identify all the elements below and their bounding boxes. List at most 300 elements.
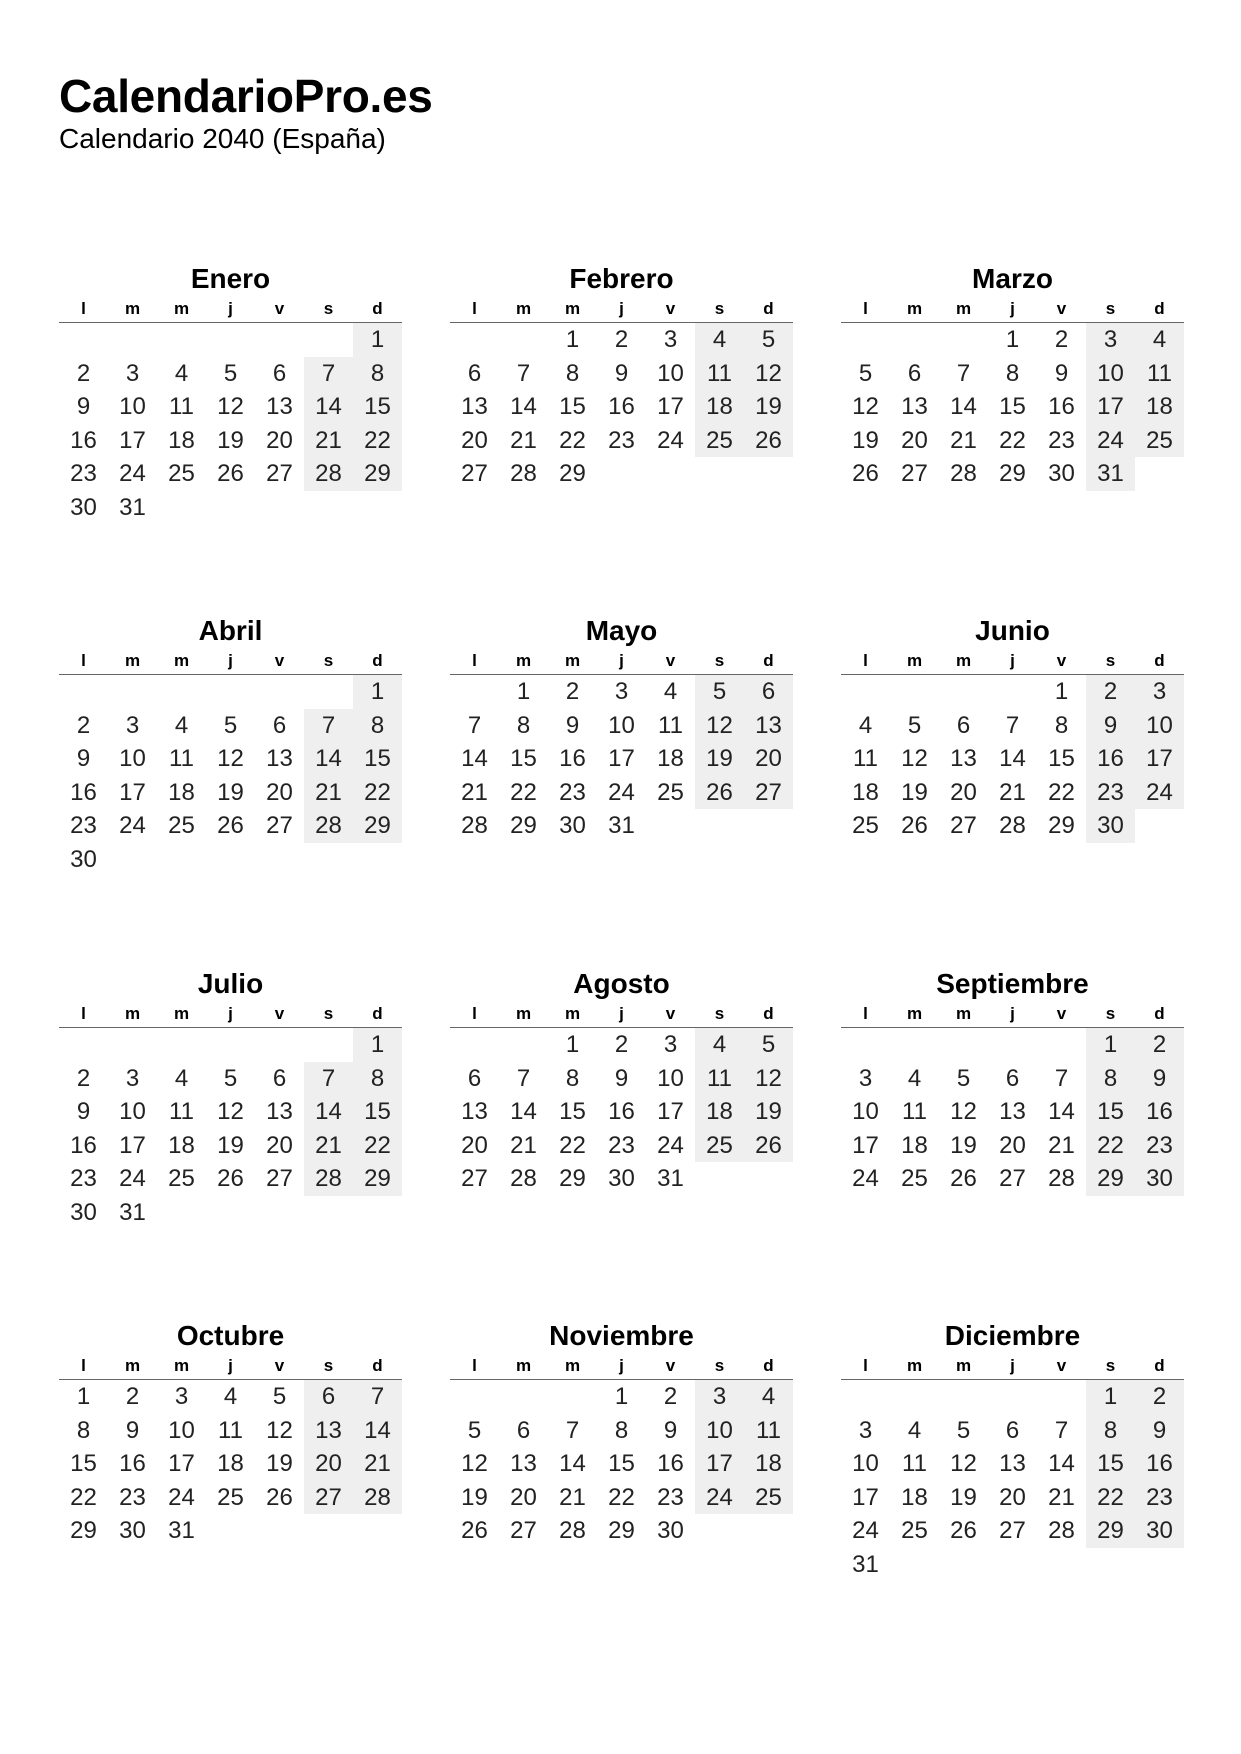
weekday-label: s	[1105, 1004, 1116, 1023]
day-cell: 14	[950, 393, 977, 420]
weekend-day-cell: 19	[744, 1095, 793, 1129]
weekday-label: d	[763, 651, 774, 670]
weekend-day-cell: 14	[304, 1095, 353, 1129]
day-cell: 25	[168, 1165, 195, 1192]
day-cell: 26	[950, 1165, 977, 1192]
weekend-day-cell: 2	[1086, 675, 1135, 709]
day-cell: 5	[223, 711, 238, 739]
weekday-label: j	[619, 651, 624, 670]
weekend-day-cell: 16	[1086, 742, 1135, 776]
weekday-header	[841, 1353, 1184, 1380]
day-cell: 24	[168, 1483, 195, 1511]
weekend-day-cell: 18	[695, 1095, 744, 1129]
day-cell: 15	[999, 393, 1026, 420]
day-cell: 10	[852, 1098, 879, 1125]
weekend-day-cell: 11	[695, 357, 744, 391]
day-cell: 12	[950, 1098, 977, 1125]
day-cell: 20	[950, 778, 977, 806]
weekend-day-cell: 1	[1086, 1380, 1135, 1414]
weekday-label: j	[228, 299, 233, 318]
day-cell: 17	[608, 745, 635, 772]
day-cell: 22	[70, 1483, 97, 1511]
weekday-label: m	[515, 651, 532, 670]
weekday-label: s	[714, 1356, 725, 1375]
weekend-day-cell: 24	[1086, 424, 1135, 458]
weekday-label: s	[323, 651, 334, 670]
weekday-label: v	[1056, 1356, 1067, 1375]
weekend-day-cell: 1	[1086, 1028, 1135, 1062]
day-cell: 2	[663, 1383, 678, 1410]
weekday-label: s	[1105, 299, 1116, 318]
month-agosto	[450, 967, 793, 1196]
day-cell: 23	[70, 1165, 97, 1192]
month-name: Diciembre	[944, 1320, 1081, 1351]
day-cell: 23	[657, 1483, 684, 1511]
day-cell: 7	[516, 359, 531, 387]
weekend-day-cell: 18	[744, 1447, 793, 1481]
weekday-header	[450, 648, 793, 675]
day-cell: 31	[852, 1550, 879, 1578]
weekend-day-cell: 12	[695, 709, 744, 743]
day-cell: 11	[169, 745, 194, 772]
weekend-day-cell: 15	[353, 390, 402, 424]
empty-cell	[304, 1028, 353, 1062]
day-cell: 14	[510, 1098, 537, 1125]
weekend-day-cell: 1	[353, 675, 402, 709]
day-cell: 28	[461, 812, 488, 839]
day-cell: 2	[76, 359, 91, 387]
day-cell: 20	[461, 1131, 488, 1159]
day-cell: 28	[950, 460, 977, 487]
weekday-label: l	[472, 299, 477, 318]
weekday-label: j	[1010, 1004, 1015, 1023]
weekend-day-cell: 27	[744, 776, 793, 810]
day-cell: 6	[272, 711, 287, 739]
month-name: Febrero	[569, 263, 674, 294]
day-cell: 20	[510, 1483, 537, 1511]
day-cell: 21	[1048, 1483, 1075, 1511]
day-cell: 6	[467, 1064, 482, 1092]
day-cell: 4	[858, 711, 873, 739]
month-febrero	[450, 262, 793, 491]
day-cell: 13	[510, 1450, 537, 1477]
day-cell: 21	[510, 426, 537, 454]
day-cell: 19	[217, 1131, 244, 1159]
day-cell: 4	[907, 1416, 922, 1444]
weekday-label: m	[173, 1004, 190, 1023]
day-cell: 6	[1005, 1416, 1020, 1444]
day-cell: 8	[614, 1416, 629, 1444]
empty-cell	[255, 1028, 304, 1062]
day-cell: 30	[70, 493, 97, 521]
day-cell: 17	[119, 426, 146, 454]
weekend-day-cell: 7	[353, 1380, 402, 1414]
day-cell: 4	[663, 678, 678, 705]
day-cell: 13	[461, 393, 488, 420]
day-cell: 3	[858, 1416, 873, 1444]
day-cell: 13	[950, 745, 977, 772]
weekday-header	[450, 296, 793, 323]
day-cell: 3	[125, 359, 140, 387]
day-cell: 16	[657, 1450, 684, 1477]
day-cell: 25	[901, 1165, 928, 1192]
weekend-day-cell: 13	[744, 709, 793, 743]
day-cell: 27	[901, 460, 928, 487]
weekday-label: m	[564, 299, 581, 318]
days-grid	[450, 1380, 793, 1548]
weekday-label: d	[1154, 299, 1165, 318]
day-cell: 27	[999, 1165, 1026, 1192]
weekday-label: l	[81, 1004, 86, 1023]
day-cell: 21	[1048, 1131, 1075, 1159]
day-cell: 23	[608, 1131, 635, 1159]
day-cell: 19	[950, 1131, 977, 1159]
day-cell: 17	[657, 1098, 684, 1125]
day-cell: 3	[858, 1064, 873, 1092]
day-cell: 31	[119, 493, 146, 521]
days-grid	[841, 1380, 1184, 1581]
weekday-header	[841, 1001, 1184, 1028]
empty-cell	[1037, 1028, 1086, 1062]
month-marzo	[841, 262, 1184, 491]
day-cell: 14	[1048, 1098, 1075, 1125]
weekday-label: s	[1105, 651, 1116, 670]
day-cell: 29	[559, 1165, 586, 1192]
month-abril	[59, 614, 402, 876]
day-cell: 5	[272, 1383, 287, 1410]
day-cell: 5	[223, 1064, 238, 1092]
weekday-label: l	[472, 1004, 477, 1023]
day-cell: 18	[168, 1131, 195, 1159]
day-cell: 12	[950, 1450, 977, 1477]
day-cell: 21	[559, 1483, 586, 1511]
day-cell: 19	[266, 1450, 293, 1477]
weekday-label: m	[173, 651, 190, 670]
weekend-day-cell: 25	[744, 1481, 793, 1515]
day-cell: 4	[174, 711, 189, 739]
weekday-label: j	[1010, 651, 1015, 670]
weekday-header	[841, 648, 1184, 675]
empty-cell	[939, 1028, 988, 1062]
month-name: Agosto	[573, 968, 670, 999]
day-cell: 8	[76, 1416, 91, 1444]
day-cell: 6	[1005, 1064, 1020, 1092]
empty-cell	[157, 323, 206, 357]
weekend-day-cell: 10	[1086, 357, 1135, 391]
weekday-label: m	[906, 299, 923, 318]
weekend-day-cell: 22	[1086, 1129, 1135, 1163]
day-cell: 10	[657, 359, 684, 387]
day-cell: 26	[461, 1517, 488, 1544]
day-cell: 26	[217, 1165, 244, 1192]
weekend-day-cell: 5	[744, 323, 793, 357]
day-cell: 4	[174, 359, 189, 387]
days-grid	[450, 323, 793, 491]
weekday-label: l	[81, 651, 86, 670]
day-cell: 7	[1054, 1416, 1069, 1444]
day-cell: 17	[119, 1131, 146, 1159]
day-cell: 11	[853, 745, 878, 772]
weekend-day-cell: 4	[744, 1380, 793, 1414]
weekend-day-cell: 13	[304, 1414, 353, 1448]
day-cell: 12	[217, 393, 244, 420]
weekday-header	[450, 1353, 793, 1380]
day-cell: 9	[614, 359, 629, 387]
day-cell: 20	[901, 426, 928, 454]
weekday-label: l	[863, 1356, 868, 1375]
day-cell: 15	[559, 1098, 586, 1125]
weekday-label: j	[228, 1004, 233, 1023]
weekend-day-cell: 29	[353, 809, 402, 843]
day-cell: 24	[852, 1165, 879, 1192]
day-cell: 2	[76, 1064, 91, 1092]
day-cell: 9	[614, 1064, 629, 1092]
empty-cell	[108, 323, 157, 357]
day-cell: 18	[168, 778, 195, 806]
day-cell: 18	[168, 426, 195, 454]
day-cell: 27	[461, 460, 488, 487]
weekend-day-cell: 4	[1135, 323, 1184, 357]
weekend-day-cell: 9	[1086, 709, 1135, 743]
weekday-label: d	[1154, 651, 1165, 670]
day-cell: 17	[852, 1131, 879, 1159]
weekday-label: m	[906, 651, 923, 670]
day-cell: 31	[657, 1165, 684, 1192]
empty-cell	[841, 1028, 890, 1062]
weekend-day-cell: 19	[744, 390, 793, 424]
day-cell: 1	[76, 1383, 91, 1410]
empty-cell	[59, 323, 108, 357]
day-cell: 16	[70, 426, 97, 454]
day-cell: 7	[516, 1064, 531, 1092]
day-cell: 28	[510, 1165, 537, 1192]
weekday-label: m	[955, 299, 972, 318]
day-cell: 8	[1005, 359, 1020, 387]
day-cell: 30	[608, 1165, 635, 1192]
weekday-label: l	[81, 1356, 86, 1375]
day-cell: 3	[663, 326, 678, 353]
weekend-day-cell: 11	[695, 1062, 744, 1096]
day-cell: 29	[999, 460, 1026, 487]
day-cell: 6	[467, 359, 482, 387]
day-cell: 22	[559, 426, 586, 454]
weekend-day-cell: 25	[1135, 424, 1184, 458]
weekday-label: s	[714, 651, 725, 670]
day-cell: 16	[119, 1450, 146, 1477]
day-cell: 10	[119, 1098, 146, 1125]
day-cell: 10	[119, 393, 146, 420]
empty-cell	[450, 1380, 499, 1414]
day-cell: 1	[565, 1031, 580, 1058]
weekend-day-cell: 2	[1135, 1028, 1184, 1062]
weekday-label: v	[665, 1356, 676, 1375]
empty-cell	[450, 1028, 499, 1062]
day-cell: 16	[608, 393, 635, 420]
day-cell: 15	[608, 1450, 635, 1477]
day-cell: 26	[901, 812, 928, 839]
calendar-subtitle: Calendario 2040 (España)	[59, 123, 386, 154]
weekend-day-cell: 18	[1135, 390, 1184, 424]
day-cell: 26	[852, 460, 879, 487]
day-cell: 23	[1048, 426, 1075, 454]
weekend-day-cell: 23	[1086, 776, 1135, 810]
month-octubre	[59, 1319, 402, 1548]
weekday-label: d	[763, 1004, 774, 1023]
weekday-label: m	[515, 1004, 532, 1023]
day-cell: 25	[901, 1517, 928, 1544]
weekend-day-cell: 24	[1135, 776, 1184, 810]
empty-cell	[499, 1028, 548, 1062]
weekday-label: j	[228, 1356, 233, 1375]
empty-cell	[890, 323, 939, 357]
weekend-day-cell: 17	[1086, 390, 1135, 424]
day-cell: 29	[559, 460, 586, 487]
day-cell: 18	[657, 745, 684, 772]
day-cell: 8	[565, 1064, 580, 1092]
day-cell: 20	[999, 1131, 1026, 1159]
weekday-header	[59, 1001, 402, 1028]
day-cell: 19	[217, 426, 244, 454]
day-cell: 19	[852, 426, 879, 454]
weekend-day-cell: 19	[695, 742, 744, 776]
weekend-day-cell: 3	[1086, 323, 1135, 357]
day-cell: 19	[461, 1483, 488, 1511]
weekday-label: v	[1056, 1004, 1067, 1023]
weekend-day-cell: 26	[695, 776, 744, 810]
day-cell: 10	[119, 745, 146, 772]
day-cell: 31	[608, 812, 635, 839]
weekend-day-cell: 8	[353, 709, 402, 743]
days-grid	[450, 1028, 793, 1196]
site-title: CalendarioPro.es	[59, 70, 433, 122]
weekend-day-cell: 3	[695, 1380, 744, 1414]
weekend-day-cell: 11	[1135, 357, 1184, 391]
weekend-day-cell: 20	[304, 1447, 353, 1481]
day-cell: 7	[467, 711, 482, 739]
weekday-label: s	[323, 299, 334, 318]
day-cell: 2	[76, 711, 91, 739]
empty-cell	[157, 1028, 206, 1062]
day-cell: 13	[999, 1450, 1026, 1477]
empty-cell	[59, 1028, 108, 1062]
weekend-day-cell: 30	[1135, 1162, 1184, 1196]
empty-cell	[304, 675, 353, 709]
day-cell: 24	[608, 778, 635, 806]
day-cell: 9	[76, 745, 91, 772]
weekday-label: l	[472, 651, 477, 670]
weekday-label: s	[714, 299, 725, 318]
month-mayo	[450, 614, 793, 843]
day-cell: 23	[70, 812, 97, 839]
day-cell: 21	[999, 778, 1026, 806]
weekend-day-cell: 26	[744, 424, 793, 458]
month-septiembre	[841, 967, 1184, 1196]
days-grid	[59, 323, 402, 524]
weekend-day-cell: 24	[695, 1481, 744, 1515]
weekend-day-cell: 6	[304, 1380, 353, 1414]
day-cell: 26	[217, 460, 244, 487]
day-cell: 23	[559, 778, 586, 806]
day-cell: 20	[266, 778, 293, 806]
day-cell: 14	[999, 745, 1026, 772]
weekend-day-cell: 15	[353, 742, 402, 776]
day-cell: 19	[217, 778, 244, 806]
month-name: Septiembre	[936, 968, 1089, 999]
empty-cell	[988, 1028, 1037, 1062]
empty-cell	[1037, 1380, 1086, 1414]
weekday-header	[59, 648, 402, 675]
empty-cell	[450, 675, 499, 709]
day-cell: 14	[1048, 1450, 1075, 1477]
day-cell: 29	[70, 1517, 97, 1544]
day-cell: 3	[125, 1064, 140, 1092]
day-cell: 18	[217, 1450, 244, 1477]
weekend-day-cell: 17	[695, 1447, 744, 1481]
day-cell: 18	[852, 778, 879, 806]
day-cell: 15	[70, 1450, 97, 1477]
weekday-label: m	[955, 1004, 972, 1023]
weekend-day-cell: 28	[304, 1162, 353, 1196]
weekend-day-cell: 22	[353, 1129, 402, 1163]
weekday-label: v	[665, 299, 676, 318]
day-cell: 22	[608, 1483, 635, 1511]
day-cell: 6	[272, 359, 287, 387]
day-cell: 28	[1048, 1165, 1075, 1192]
empty-cell	[499, 323, 548, 357]
weekend-day-cell: 8	[1086, 1414, 1135, 1448]
day-cell: 9	[125, 1416, 140, 1444]
day-cell: 27	[461, 1165, 488, 1192]
day-cell: 5	[467, 1416, 482, 1444]
empty-cell	[939, 675, 988, 709]
weekend-day-cell: 9	[1135, 1414, 1184, 1448]
day-cell: 29	[608, 1517, 635, 1544]
day-cell: 12	[461, 1450, 488, 1477]
weekday-label: m	[124, 299, 141, 318]
day-cell: 22	[559, 1131, 586, 1159]
day-cell: 26	[950, 1517, 977, 1544]
month-name: Mayo	[585, 615, 658, 646]
weekday-label: m	[515, 1356, 532, 1375]
weekday-label: s	[714, 1004, 725, 1023]
weekend-day-cell: 20	[744, 742, 793, 776]
day-cell: 31	[168, 1517, 195, 1544]
weekend-day-cell: 25	[695, 424, 744, 458]
day-cell: 3	[125, 711, 140, 739]
day-cell: 13	[901, 393, 928, 420]
weekday-header	[59, 296, 402, 323]
empty-cell	[59, 675, 108, 709]
day-cell: 4	[907, 1064, 922, 1092]
day-cell: 30	[119, 1517, 146, 1544]
weekend-day-cell: 28	[353, 1481, 402, 1515]
day-cell: 7	[1005, 711, 1020, 739]
weekday-label: m	[124, 651, 141, 670]
empty-cell	[108, 1028, 157, 1062]
day-cell: 18	[901, 1131, 928, 1159]
day-cell: 9	[76, 1098, 91, 1125]
day-cell: 3	[174, 1383, 189, 1410]
weekend-day-cell: 4	[695, 1028, 744, 1062]
day-cell: 27	[950, 812, 977, 839]
weekend-day-cell: 29	[1086, 1514, 1135, 1548]
day-cell: 19	[901, 778, 928, 806]
weekend-day-cell: 21	[304, 776, 353, 810]
day-cell: 9	[1054, 359, 1069, 387]
day-cell: 30	[70, 845, 97, 873]
day-cell: 6	[907, 359, 922, 387]
empty-cell	[255, 323, 304, 357]
